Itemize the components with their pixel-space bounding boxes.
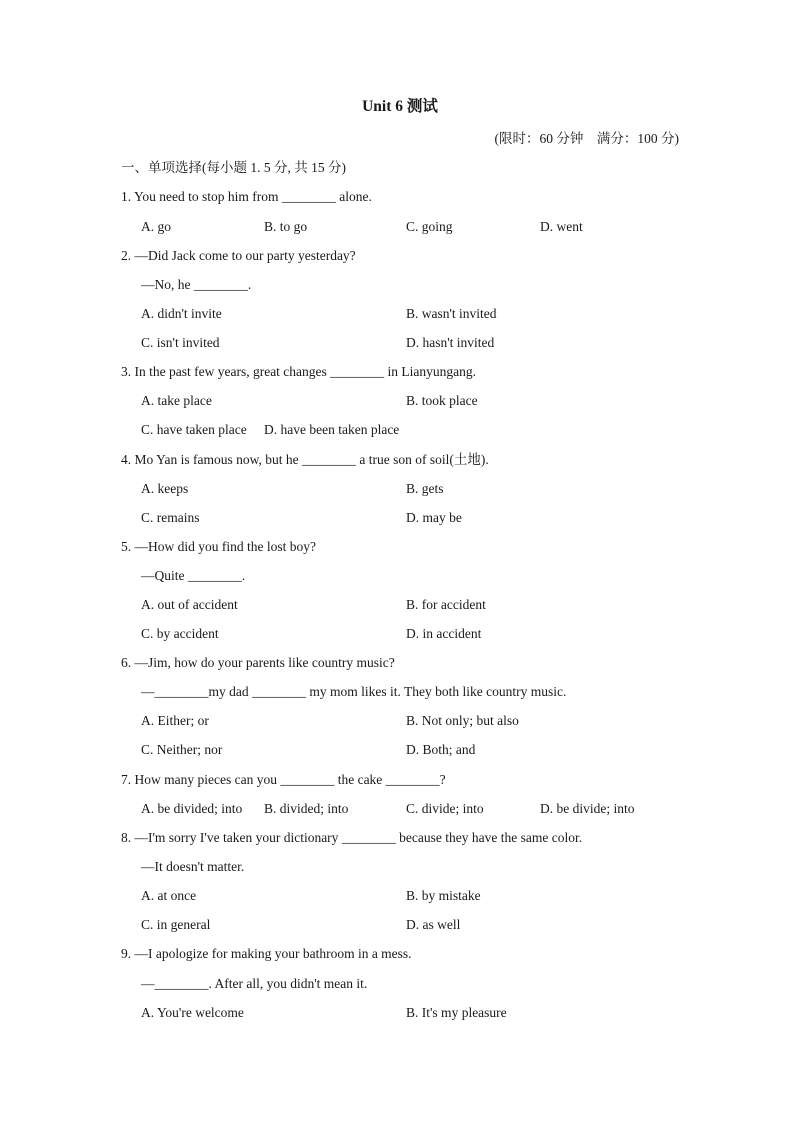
- question-stem: 3. In the past few years, great changes ________ in Lianyungang.: [121, 364, 477, 379]
- option-b: B. by mistake: [406, 888, 481, 903]
- option-a: A. take place: [141, 393, 212, 408]
- question-response: —________. After all, you didn't mean it.: [141, 976, 368, 991]
- section-heading: 一、单项选择(每小题 1. 5 分, 共 15 分): [121, 160, 346, 175]
- question-stem: 2. —Did Jack come to our party yesterday?: [121, 248, 356, 263]
- option-c: C. going: [406, 219, 453, 234]
- option-a: A. keeps: [141, 481, 189, 496]
- option-d: D. as well: [406, 917, 461, 932]
- option-b: B. divided; into: [264, 801, 349, 816]
- option-c: C. have taken place: [141, 422, 247, 437]
- option-b: B. Not only; but also: [406, 713, 519, 728]
- question-stem: 6. —Jim, how do your parents like country music?: [121, 655, 395, 670]
- option-b: B. gets: [406, 481, 444, 496]
- option-c: C. by accident: [141, 626, 219, 641]
- question-stem: 8. —I'm sorry I've taken your dictionary ________ because they have the same color.: [121, 830, 583, 845]
- option-d: D. hasn't invited: [406, 335, 495, 350]
- question-stem: 4. Mo Yan is famous now, but he ________ a true son of soil(土地).: [121, 452, 489, 467]
- option-a: A. You're welcome: [141, 1005, 244, 1020]
- option-d: D. be divide; into: [540, 801, 635, 816]
- option-b: B. for accident: [406, 597, 486, 612]
- option-a: A. be divided; into: [141, 801, 243, 816]
- question-response: —Quite ________.: [141, 568, 246, 583]
- option-c: C. in general: [141, 917, 211, 932]
- option-a: A. Either; or: [141, 713, 209, 728]
- option-a: A. go: [141, 219, 171, 234]
- question-stem: 7. How many pieces can you ________ the cake ________?: [121, 772, 446, 787]
- question-stem: 5. —How did you find the lost boy?: [121, 539, 316, 554]
- option-c: C. Neither; nor: [141, 742, 223, 757]
- question-response: —________my dad ________ my mom likes it. They both like country music.: [141, 684, 567, 699]
- option-b: B. It's my pleasure: [406, 1005, 507, 1020]
- option-d: D. in accident: [406, 626, 482, 641]
- option-c: C. divide; into: [406, 801, 484, 816]
- option-d: D. may be: [406, 510, 462, 525]
- option-c: C. isn't invited: [141, 335, 220, 350]
- question-stem: 9. —I apologize for making your bathroom in a mess.: [121, 946, 412, 961]
- question-stem: 1. You need to stop him from ________ alone.: [121, 189, 372, 204]
- question-response: —No, he ________.: [141, 277, 252, 292]
- option-c: C. remains: [141, 510, 200, 525]
- option-a: A. at once: [141, 888, 197, 903]
- option-d: D. have been taken place: [264, 422, 400, 437]
- option-a: A. didn't invite: [141, 306, 222, 321]
- question-response: —It doesn't matter.: [141, 859, 245, 874]
- time-limit: (限时：60 分钟 满分：100 分): [494, 131, 679, 146]
- option-b: B. took place: [406, 393, 478, 408]
- option-b: B. wasn't invited: [406, 306, 497, 321]
- page-title: Unit 6 测试: [362, 98, 438, 115]
- option-d: D. went: [540, 219, 583, 234]
- option-b: B. to go: [264, 219, 308, 234]
- option-d: D. Both; and: [406, 742, 476, 757]
- option-a: A. out of accident: [141, 597, 238, 612]
